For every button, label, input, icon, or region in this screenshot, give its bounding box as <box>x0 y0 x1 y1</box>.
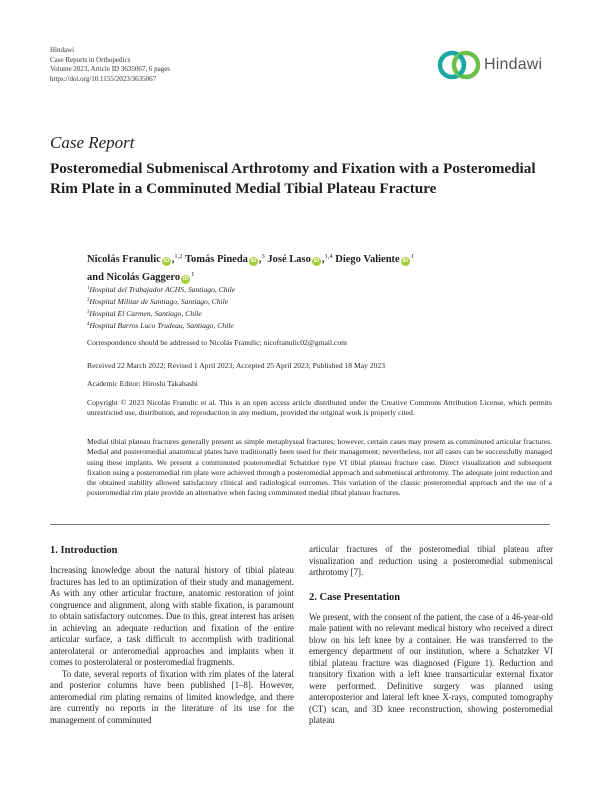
author-affiliation-sup: 1,2 <box>174 253 183 260</box>
body-paragraph: articular fractures of the posteromedial tibial plateau after visualization and reduction using a posteromedial submeniscal arthrotomy [7]. <box>309 544 553 577</box>
academic-editor: Academic Editor: Hiroshi Takahashi <box>87 379 198 388</box>
hindawi-logo-icon <box>436 49 482 81</box>
affiliation-number: 2 <box>87 298 90 303</box>
copyright-notice: Copyright © 2023 Nicolás Franulic et al. This is an open access article distributed under the Creative Commons Attribution License, which permits unrestricted use, distribution, and reproduction in any medium, provided the original work is properly cited. <box>87 398 552 418</box>
left-column <box>50 544 294 726</box>
affiliation-number: 4 <box>87 322 90 327</box>
brand-name: Hindawi <box>484 56 543 73</box>
affiliation-text: Hospital Barros Luco Trudeau, Santiago, Chile <box>89 321 234 330</box>
publisher-name: Hindawi <box>50 46 75 54</box>
body-paragraph: To date, several reports of fixation with rim plates of the lateral and posterior columns have been published [1–8]. However, anteromedial rim plating remains of limited knowledge, and there are currently no reports in the literature of its use for the management of comminuted <box>50 668 294 725</box>
author-name[interactable]: and Nicolás Gaggero <box>87 271 181 283</box>
affiliation-list <box>87 283 235 331</box>
volume-line: Volume 2023, Article ID 3635067, 6 pages <box>50 65 171 74</box>
author-separator: , <box>321 254 325 265</box>
author-name[interactable]: José Laso <box>267 254 311 265</box>
affiliation-item <box>87 283 235 295</box>
affiliation-text: Hospital Militar de Santiago, Santiago, Chile <box>89 297 229 306</box>
orcid-icon[interactable]: iD <box>402 258 408 264</box>
affiliation-number: 3 <box>87 310 90 315</box>
orcid-icon[interactable]: iD <box>250 258 257 264</box>
affiliation-text: Hospital El Carmen, Santiago, Chile <box>89 309 202 318</box>
section-gap <box>309 579 553 591</box>
section-heading-case-presentation: 2. Case Presentation <box>309 591 401 603</box>
article-title: Posteromedial Submeniscal Arthrotomy and Fixation with a Posteromedial Rim Plate in a Comminuted Medial Tibial Plateau Fracture <box>50 160 536 197</box>
affiliation-item <box>87 295 235 307</box>
author-affiliation-sup: 1 <box>191 270 195 278</box>
body-paragraph: We present, with the consent of the patient, the case of a 46-year-old male patient with no relevant medical history who received a direct blow on his left knee by a container. He was transferred to the emergency department of our institution, where a Schatzker VI tibial plateau fracture was diagnosed (Figure 1). Reduction and transitory fixation with a left knee transarticular external fixator were performed. Definitive surgery was planned using anteroposterior and lateral left knee X-rays, computed tomography (CT) scan, and 3D knee reconstruction, showing posteromedial plateau <box>309 611 553 725</box>
affiliation-number: 1 <box>87 286 90 291</box>
article-dates: Received 22 March 2022; Revised 1 April 2023; Accepted 25 April 2023; Published 18 May 2023 <box>87 361 386 370</box>
correspondence-line: Correspondence should be addressed to Nicolás Franulic; nicofranulic02@gmail.com <box>87 338 348 347</box>
doi-link[interactable]: https://doi.org/10.1155/2023/3635067 <box>50 74 157 83</box>
hindawi-logo <box>436 48 558 82</box>
orcid-icon[interactable]: iD <box>163 258 170 264</box>
orcid-icon[interactable]: iD <box>313 258 320 264</box>
article-type: Case Report <box>50 133 135 152</box>
author-affiliation-sup: 1,4 <box>324 253 333 260</box>
affiliation-item <box>87 319 235 331</box>
author-name[interactable]: Diego Valiente <box>335 254 400 265</box>
author-name[interactable]: Tomás Pineda <box>184 254 248 265</box>
affiliation-text: Hospital del Trabajador ACHS, Santiago, Chile <box>89 285 236 294</box>
body-paragraph: Increasing knowledge about the natural history of tibial plateau fractures has led to an optimization of their study and management. As with any other articular fracture, anatomic restoration of joint congruence and alignment, along with stable fixation, is paramount to obtain satisfactory outcomes. Due to this, great interest has arisen in achieving an adequate reduction and fixation of the entire articular surface, a task difficult to accomplish with traditional anterolateral or anteromedial approaches and implants when it comes to posterolateral or posteromedial fragments. <box>50 565 294 667</box>
author-affiliation-sup: 3 <box>261 253 265 260</box>
journal-meta <box>50 46 170 84</box>
author-list <box>87 250 557 285</box>
journal-name: Case Reports in Orthopedics <box>50 55 131 64</box>
section-divider <box>50 524 550 525</box>
right-column <box>309 544 553 727</box>
author-separator: , <box>171 254 175 265</box>
author-name[interactable]: Nicolás Franulic <box>87 254 161 265</box>
affiliation-item <box>87 307 235 319</box>
abstract: Medial tibial plateau fractures generally present as simple metaphyseal fractures; however, certain cases may present as comminuted articular fractures. Medial and posteromedial anatomical plates have traditionally been used for their management; nevertheless, not all cases can be successfully managed using these implants. We present a comminuted posteromedial Schatzker type VI tibial plateau fracture case. Direct visualization and subsequent fixation using a posteromedial rim plate were achieved through a posteromedial approach and submeniscal arthrotomy. The adequate joint reduction and the obtained stability allowed satisfactory clinical and radiological outcomes. This variation of the classic posteromedial approach and the use of a posteromedial rim plate provide an alternative when facing comminuted medial tibial plateau fractures. <box>87 437 552 498</box>
orcid-icon[interactable]: iD <box>182 275 189 282</box>
author-affiliation-sup: 1 <box>410 253 414 260</box>
section-heading-introduction: 1. Introduction <box>50 545 118 556</box>
author-separator: , <box>258 254 262 265</box>
